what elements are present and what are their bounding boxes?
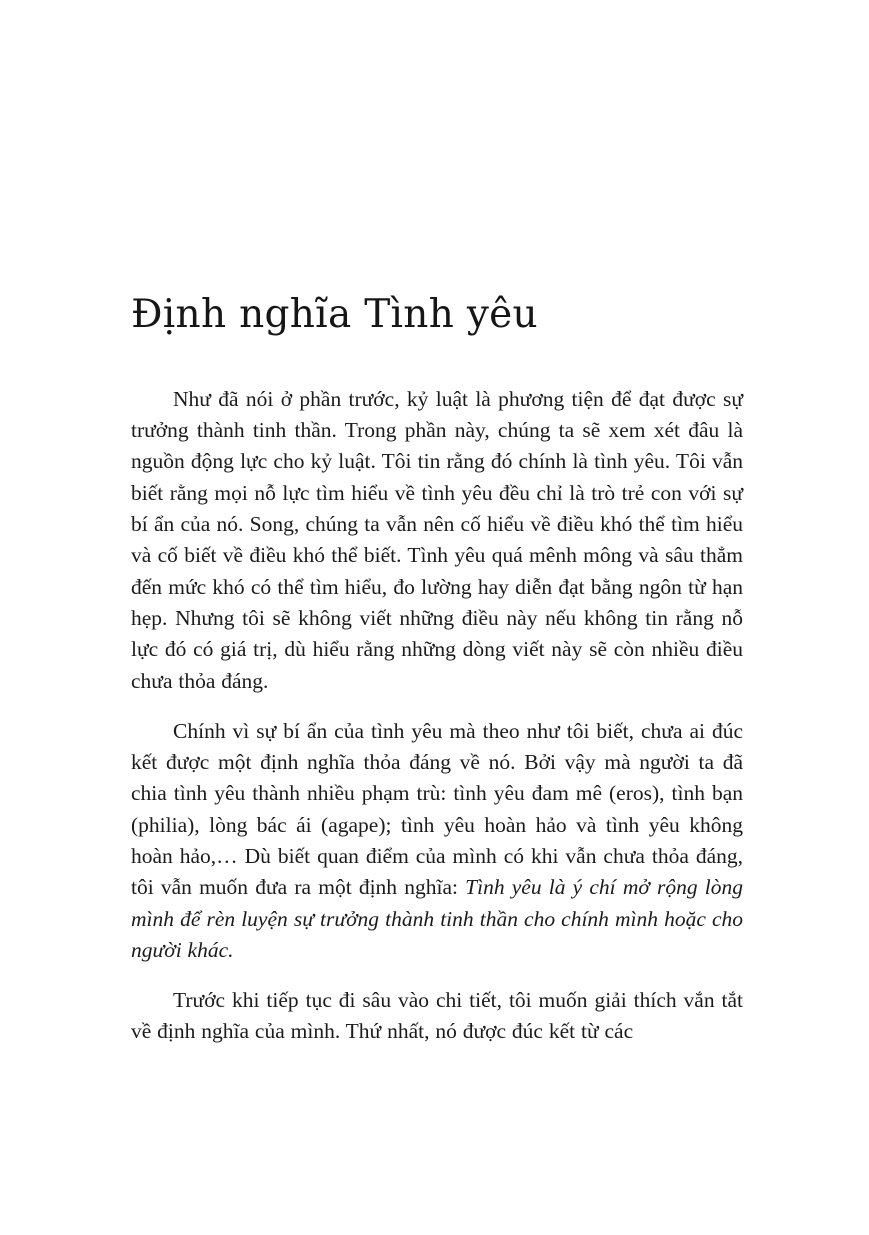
- text-block: [131, 293, 743, 1048]
- paragraph: Trước khi tiếp tục đi sâu vào chi tiết, tôi muốn giải thích vắn tắt về định nghĩa của mình. Thứ nhất, nó được đúc kết từ các: [131, 988, 743, 1044]
- chapter-title: Định nghĩa Tình yêu: [131, 292, 538, 337]
- paragraph-text: Chính vì sự bí ẩn của tình yêu mà theo như tôi biết, chưa ai đúc kết được một định nghĩa thỏa đáng về nó. Bởi vậy mà người ta đã chia tình yêu thành nhiều phạm trù: tình yêu đam mê (eros), tình bạn (philia), lòng bác ái (agape); tình yêu hoàn hảo và tình yêu không hoàn hảo,… Dù biết quan điểm của mình có khi vẫn chưa thỏa đáng, tôi vẫn muốn đưa ra một định nghĩa:: [131, 718, 743, 900]
- paragraph: Như đã nói ở phần trước, kỷ luật là phương tiện để đạt được sự trưởng thành tinh thần. Trong phần này, chúng ta sẽ xem xét đâu là nguồn động lực cho kỷ luật. Tôi tin rằng đó chính là tình yêu. Tôi vẫn biết rằng mọi nỗ lực tìm hiểu về tình yêu đều chỉ là trò trẻ con với sự bí ẩn của nó. Song, chúng ta vẫn nên cố hiểu về điều khó thể tìm hiểu và cố biết về điều khó thể biết. Tình yêu quá mênh mông và sâu thẳm đến mức khó có thể tìm hiểu, đo lường hay diễn đạt bằng ngôn từ hạn hẹp. Nhưng tôi sẽ không viết những điều này nếu không tin rằng nỗ lực đó có giá trị, dù hiểu rằng những dòng viết này sẽ còn nhiều điều chưa thỏa đáng.: [131, 386, 743, 693]
- paragraph: [131, 716, 743, 966]
- definition-italic-text: Tình yêu là ý chí mở rộng lòng mình để rèn luyện sự trưởng thành tinh thần cho chính mình hoặc cho người khác.: [131, 875, 743, 962]
